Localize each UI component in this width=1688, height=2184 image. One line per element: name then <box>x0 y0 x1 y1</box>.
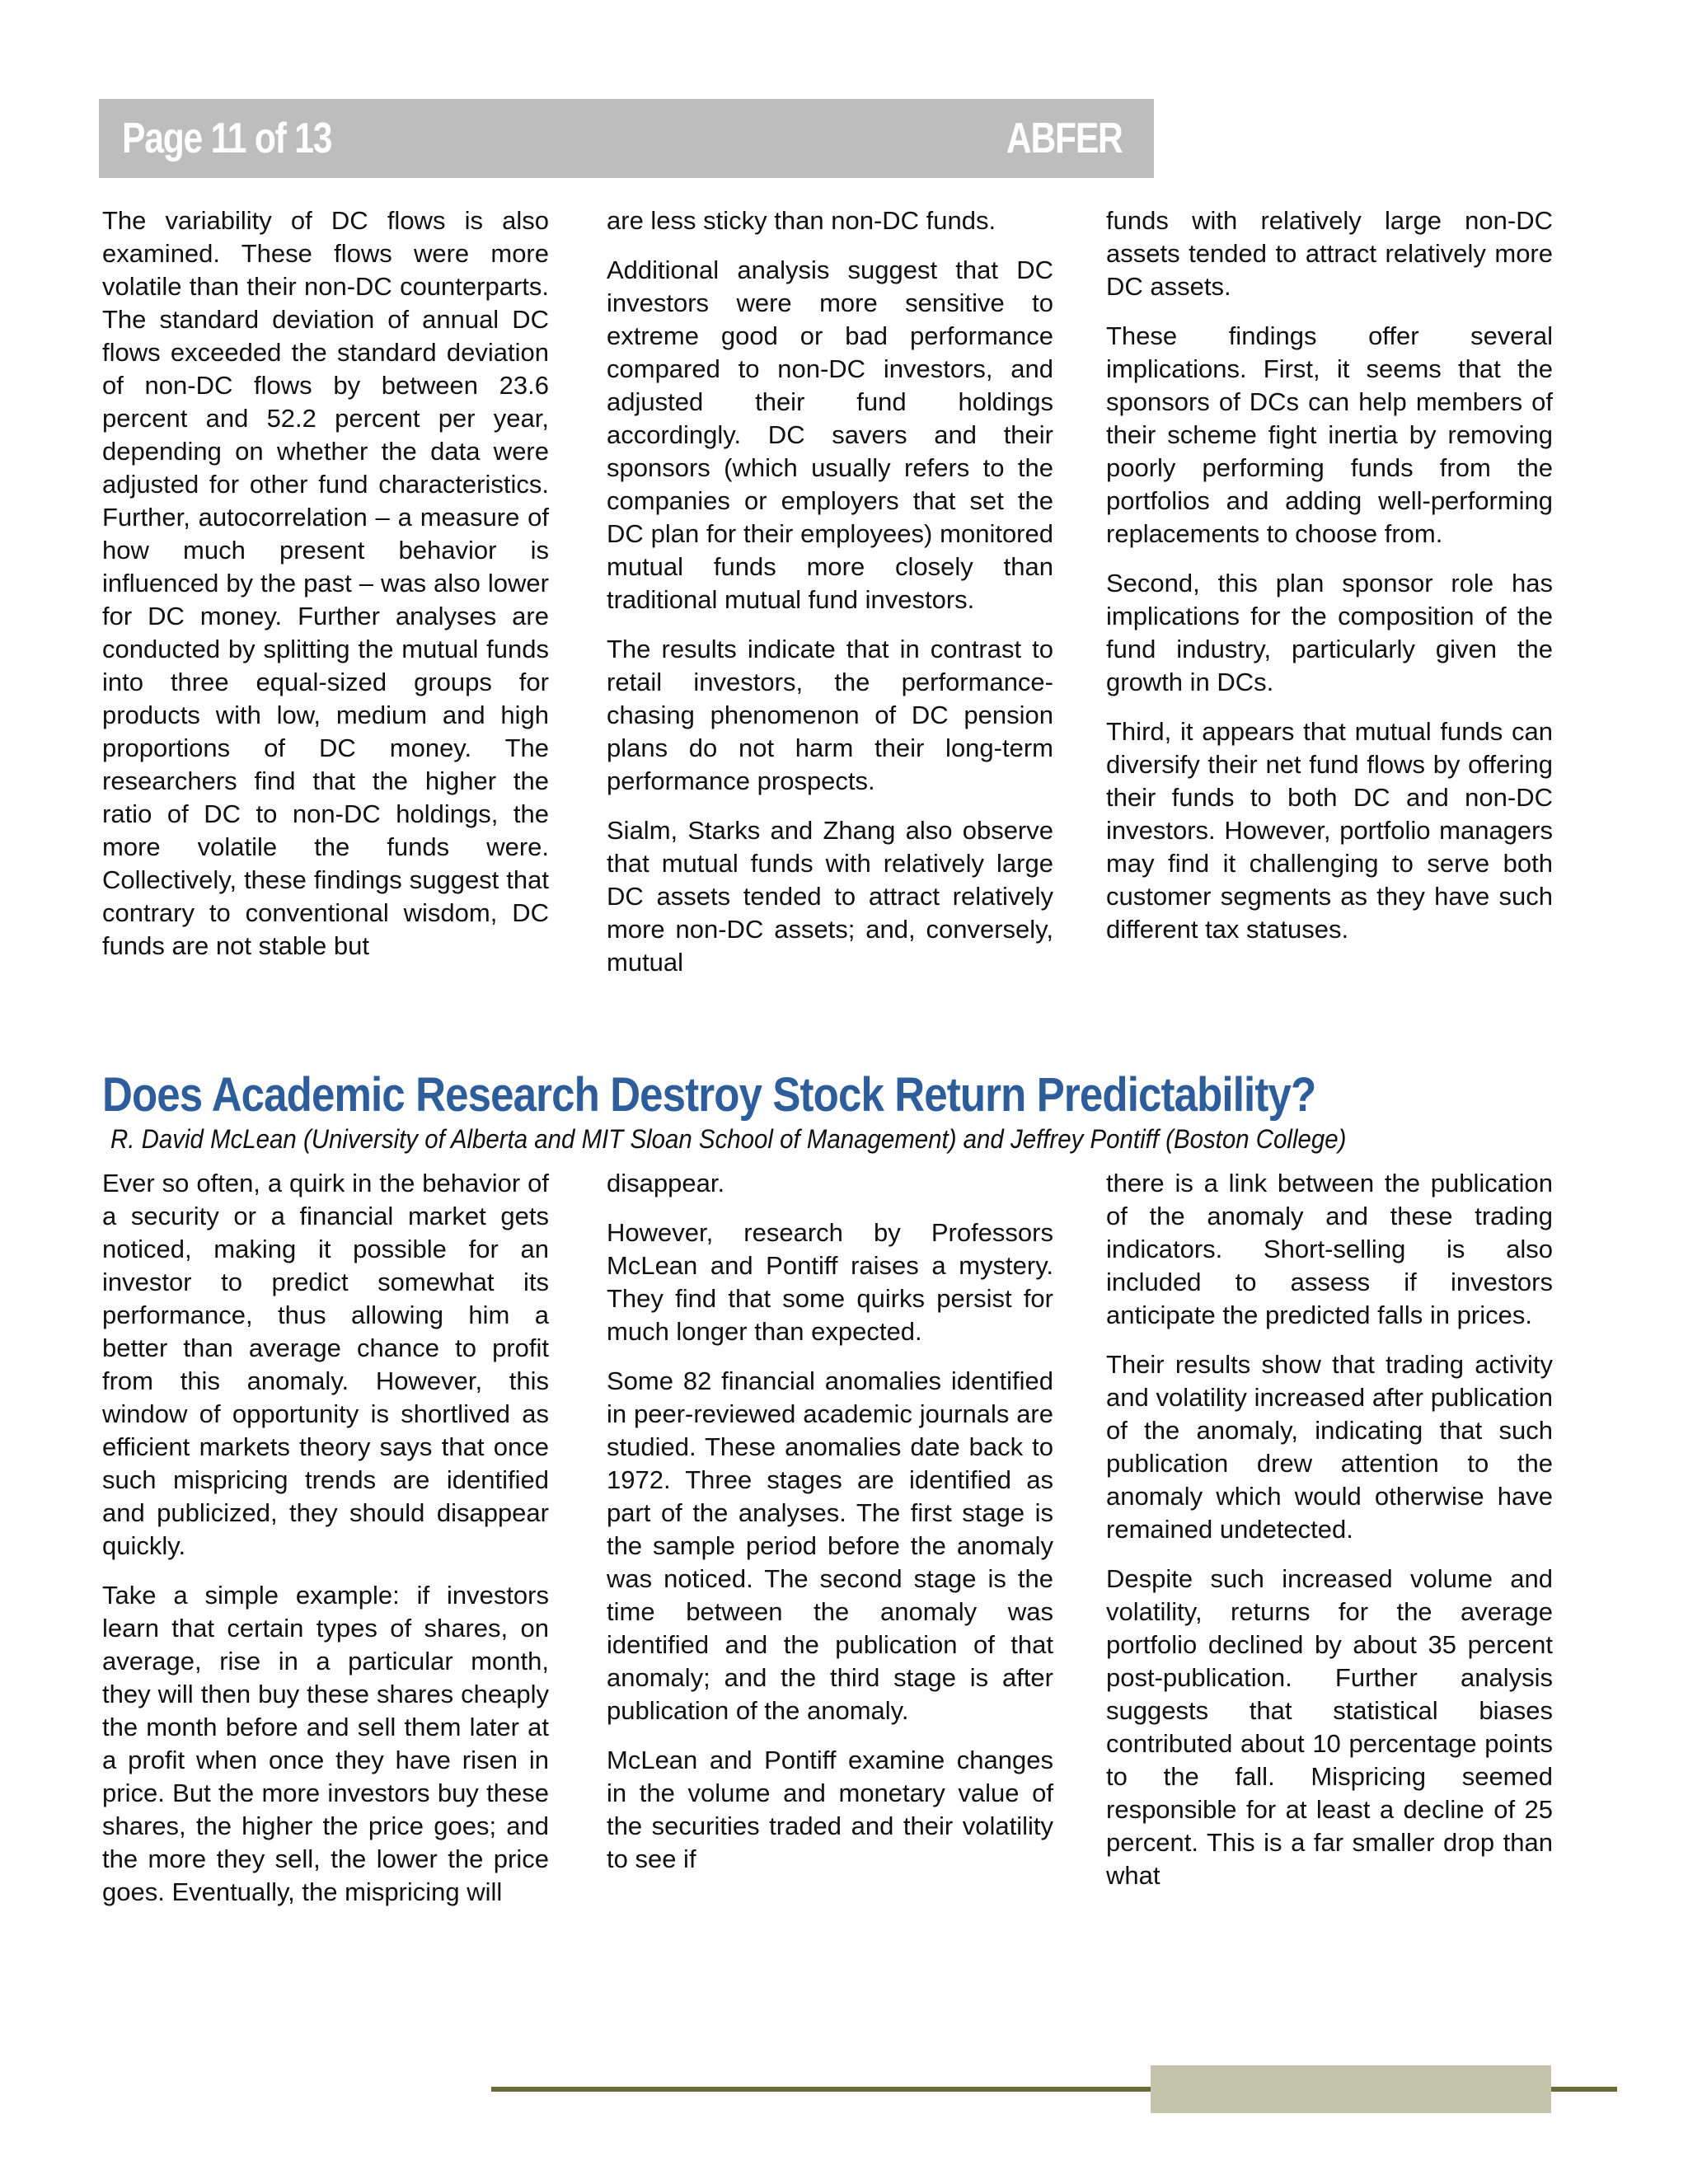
article-title: Does Academic Research Destroy Stock Return Predictability? <box>102 1068 1316 1122</box>
paragraph: funds with relatively large non-DC assets tended to attract relatively more DC assets. <box>1106 206 1553 301</box>
paragraph: Their results show that trading activity and volatility increased after publication of the anomaly, indicating that such publication drew attention to the anomaly which would otherwise have remained undetected. <box>1106 1350 1553 1544</box>
top-column-2 <box>607 204 1053 979</box>
paragraph: Take a simple example: if investors learn that certain types of shares, on average, rise in a particular month, they will then buy these shares cheaply the month before and sell them later at a profit when once they have risen in price. But the more investors buy these shares, the higher the price goes; and the more they sell, the lower the price goes. Eventually, the mispricing will <box>102 1581 549 1906</box>
page-number-label: Page 11 of 13 <box>122 115 332 162</box>
paragraph: disappear. <box>607 1169 725 1197</box>
paragraph: McLean and Pontiff examine changes in the volume and monetary value of the securities traded and their volatility to see if <box>607 1746 1053 1873</box>
paragraph: Third, it appears that mutual funds can diversify their net fund flows by offering their funds to both DC and non-DC investors. However, portfolio managers may find it challenging to serve both customer segments as they have such different tax statuses. <box>1106 717 1553 944</box>
article-byline: R. David McLean (University of Alberta and MIT Sloan School of Management) and Jeffrey Pontiff (Boston College) <box>110 1124 1347 1154</box>
article-column-3 <box>1106 1167 1553 1892</box>
top-column-3 <box>1106 204 1553 946</box>
paragraph: Additional analysis suggest that DC investors were more sensitive to extreme good or bad performance compared to non-DC investors, and adjusted their fund holdings accordingly. DC savers and their sponsors (which usually refers to the companies or employers that set the DC plan for their employees) monitored mutual funds more closely than traditional mutual fund investors. <box>607 255 1053 614</box>
paragraph: there is a link between the publication of the anomaly and these trading indicators. Short-selling is also included to assess if investors anticipate the predicted falls in prices. <box>1106 1169 1553 1329</box>
paragraph: Second, this plan sponsor role has implications for the composition of the fund industry, particularly given the growth in DCs. <box>1106 569 1553 696</box>
paragraph: are less sticky than non-DC funds. <box>607 206 996 235</box>
brand-label: ABFER <box>1006 115 1123 162</box>
paragraph: Sialm, Starks and Zhang also observe that mutual funds with relatively large DC assets tended to attract relatively more non-DC assets; and, conversely, mutual <box>607 816 1053 977</box>
footer-accent-block <box>1151 2065 1551 2113</box>
paragraph: The variability of DC flows is also examined. These flows were more volatile than their non-DC counterparts. The standard deviation of annual DC flows exceeded the standard deviation of non-DC flows by between 23.6 percent and 52.2 percent per year, depending on whether the data were adjusted for other fund characteristics. Further, autocorrelation – a measure of how much present behavior is influenced by the past – was also lower for DC money. Further analyses are conducted by splitting the mutual funds into three equal-sized groups for products with low, medium and high proportions of DC money. The researchers find that the higher the ratio of DC to non-DC holdings, the more volatile the funds were. Collectively, these findings suggest that contrary to conventional wisdom, DC funds are not stable but <box>102 206 549 960</box>
article-column-1 <box>102 1167 549 1909</box>
paragraph: Some 82 financial anomalies identified in peer-reviewed academic journals are studied. These anomalies date back to 1972. Three stages are identified as part of the analyses. The first stage is the sample period before the anomaly was noticed. The second stage is the time between the anomaly was identified and the publication of that anomaly; and the third stage is after publication of the anomaly. <box>607 1366 1053 1725</box>
paragraph: However, research by Professors McLean and Pontiff raises a mystery. They find that some quirks persist for much longer than expected. <box>607 1218 1053 1346</box>
paragraph: Ever so often, a quirk in the behavior of a security or a financial market gets noticed, making it possible for an investor to predict somewhat its performance, thus allowing him a better than average chance to profit from this anomaly. However, this window of opportunity is shortlived as efficient markets theory says that once such mispricing trends are identified and publicized, they should disappear quickly. <box>102 1169 549 1560</box>
paragraph: These findings offer several implications. First, it seems that the sponsors of DCs can help members of their scheme fight inertia by removing poorly performing funds from the portfolios and adding well-performing replacements to choose from. <box>1106 321 1553 548</box>
paragraph: Despite such increased volume and volatility, returns for the average portfolio declined by about 35 percent post-publication. Further analysis suggests that statistical biases contributed about 10 percentage points to the fall. Mispricing seemed responsible for at least a decline of 25 percent. This is a far smaller drop than what <box>1106 1564 1553 1890</box>
article-column-2 <box>607 1167 1053 1876</box>
paragraph: The results indicate that in contrast to retail investors, the performance-chasing phenomenon of DC pension plans do not harm their long-term performance prospects. <box>607 635 1053 795</box>
page-header-bar <box>99 99 1154 178</box>
top-column-1 <box>102 204 549 963</box>
